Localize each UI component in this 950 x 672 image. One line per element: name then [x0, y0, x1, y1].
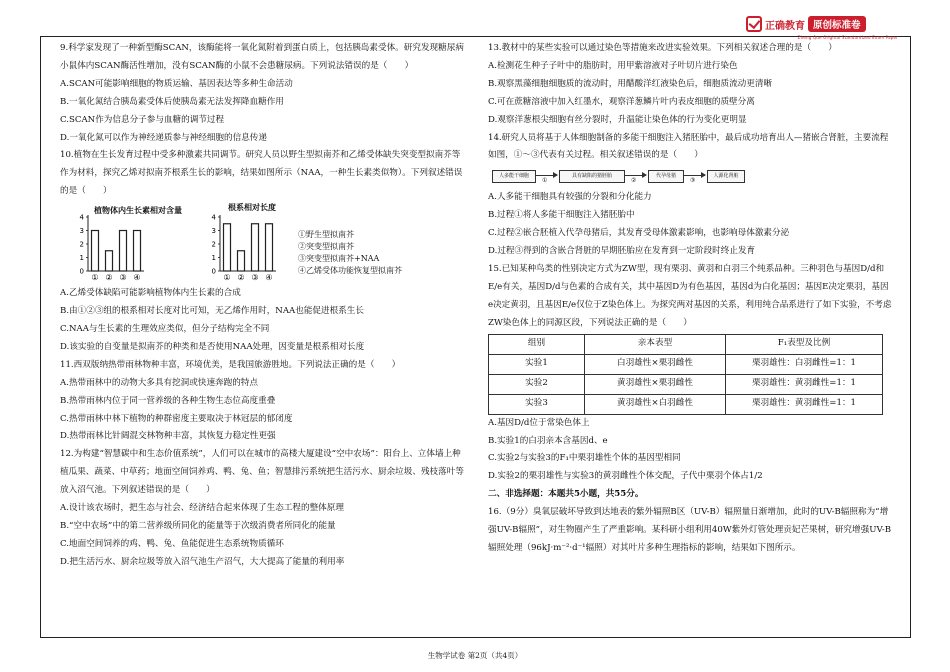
q9-option-b: B.一氧化氮结合胰岛素受体后使胰岛素无法发挥降血糖作用: [60, 96, 284, 107]
flow-step-3: ③: [690, 177, 696, 185]
bar: [92, 231, 99, 272]
table-cell: 实验1: [489, 354, 585, 374]
table-row: [489, 394, 883, 414]
q12-stem: 12.为构建“智慧碳中和生态价值系统”，人们可以在城市的高楼大厦建设“空中农场”：阳台上、立体墙上种植瓜果、蔬菜、中草药；地面空间饲养鸡、鸭、兔、鱼；智慧排污系统把生活污水、厨余垃圾、残枝落叶等放入沼气池。下列叙述错误的是（ ）: [60, 449, 464, 496]
q12-option-d: D.把生活污水、厨余垃圾等放入沼气池生产沼气，大大提高了能量的利用率: [60, 556, 345, 567]
flow-step-2: ②: [631, 177, 637, 185]
table-cell: 黄羽雄性×白羽雌性: [585, 394, 726, 414]
q14-option-c: C.过程②嵌合胚植入代孕母猪后，其发育受母体激素影响，也影响母体激素分泌: [488, 228, 790, 239]
q14-option-d: D.过程③得到的含嵌合肾脏的早期胚胎应在发育到一定阶段时终止发育: [488, 246, 756, 257]
q13-option-d: D.观察洋葱根尖细胞有丝分裂时，升温能让染色体的行为变化更明显: [488, 114, 747, 125]
table-header: 亲本表型: [585, 334, 726, 354]
left-column: [60, 40, 467, 572]
q16-stem: 16.（9分）臭氧层破坏导致到达地表的紫外辐照B区（UV-B）辐照量日渐增加，此时的UV-B辐照称为“增强UV-B辐照”，对生物圈产生了严重影响。某科研小组利用40W紫外灯管处理贡妃芒果树，研究增强UV-B辐照处理（96kJ·m⁻²·d⁻¹辐照）对其叶片多种生理指标的影响，结果如下图所示。: [488, 507, 892, 553]
x-tick-label: ④: [133, 273, 141, 283]
q10-figure: [60, 201, 467, 285]
q11-option-d: D.热带雨林比针阔混交林物种丰富，其恢复力稳定性更强: [60, 431, 276, 442]
flow-box-stem-cells: 人多能干细胞: [492, 170, 536, 183]
table-cell: 白羽雄性×栗羽雌性: [585, 354, 726, 374]
legend-item-4: ④乙烯受体功能恢复型拟南芥: [298, 266, 402, 276]
table-cell: 实验3: [489, 394, 585, 414]
table-row: [489, 354, 883, 374]
q13-option-c: C.可在蔗糖溶液中加入红墨水，观察洋葱鳞片叶内表皮细胞的质壁分离: [488, 96, 755, 107]
table-cell: 栗羽雄性：黄羽雌性=1：1: [726, 374, 883, 394]
bar: [252, 224, 259, 271]
brand-badge: 原创标准卷: [808, 16, 866, 32]
q10-option-d: D.该实验的自变量是拟南芥的种类和是否使用NAA处理，因变量是根系相对长度: [60, 341, 365, 352]
right-border: [910, 36, 911, 638]
q9-option-a: A.SCAN可能影响细胞的物质运输、基因表达等多种生命活动: [60, 78, 293, 89]
x-tick-label: ②: [237, 273, 245, 283]
flow-arrow-3: [683, 175, 705, 185]
x-tick-label: ①: [91, 273, 99, 283]
flow-arrow-2: [624, 175, 646, 185]
flow-box-pig-embryo: 具有缺陷的猪胚胎: [559, 170, 625, 183]
table-cell: 栗羽雄性：白羽雌性=1：1: [726, 354, 883, 374]
q10-option-a: A.乙烯受体缺陷可能影响植物体内生长素的合成: [60, 288, 241, 299]
q11-option-b: B.热带雨林内位于同一营养级的各种生物生态位高度重叠: [60, 395, 276, 406]
y-tick-label: 2: [211, 240, 216, 249]
q15-option-c: C.实验2与实验3的F₁中栗羽雄性个体的基因型相同: [488, 453, 681, 464]
table-cell: 黄羽雄性×栗羽雌性: [585, 374, 726, 394]
flow-step-1: ①: [542, 177, 548, 185]
flow-box-surrogate: 代孕母猪: [648, 170, 684, 183]
table-header: 组别: [489, 334, 585, 354]
left-border: [40, 36, 41, 638]
y-tick-label: 1: [79, 254, 84, 263]
legend-item-1: ①野生型拟南芥: [298, 230, 354, 240]
q15-option-a: A.基因D/d位于常染色体上: [488, 417, 590, 428]
table-cell: 实验2: [489, 374, 585, 394]
checkmark-icon: [746, 16, 762, 32]
right-column: [488, 40, 893, 558]
q10-stem: 10.植物在生长发育过程中受多种激素共同调节。研究人员以野生型拟南芥和乙烯受体缺失突变型拟南芥等作为材料，探究乙烯对拟南芥根系生长的影响，结果如图所示（NAA，一种生长素类似物）。下列叙述错误的是（ ）: [60, 150, 463, 197]
bar: [238, 251, 245, 271]
q15-stem: 15.已知某种鸟类的性别决定方式为ZW型，现有栗羽、黄羽和白羽三个纯系品种。三种羽色与基因D/d和E/e有关，基因D/d与色素的合成有关，其中基因D为有色基因，基因d为白化基因；基因E决定栗羽，基因e决定黄羽，且基因E/e仅位于Z染色体上。为探究两对基因的关系，利用纯合品系进行了如下实验，不考虑ZW染色体上的同源区段，下列说法正确的是（ ）: [488, 263, 892, 328]
page-footer: 生物学试卷 第2页（共4页）: [427, 651, 523, 660]
table-header: F₁表型及比例: [726, 334, 883, 354]
q13-option-b: B.观察黑藻细胞细胞质的流动时，用醋酸洋红液染色后，细胞质流动更清晰: [488, 78, 773, 89]
table-header-row: [489, 334, 883, 354]
header-logo: [746, 14, 898, 40]
flow-arrow-1: [535, 175, 557, 185]
q9-option-d: D.一氧化氮可以作为神经递质参与神经细胞的信息传递: [60, 132, 267, 143]
top-border: [40, 36, 911, 37]
section-heading: 二、非选择题：本题共5小题，共55分。: [488, 489, 644, 500]
brand-subtitle: Zheng Que Original Standardized Exam Paper: [797, 35, 898, 40]
q11-stem: 11.西双版纳热带雨林物种丰富，环境优美，是我国旅游胜地。下列说法正确的是（ ）: [60, 359, 401, 370]
q14-option-a: A.人多能干细胞具有较强的分裂和分化能力: [488, 192, 652, 203]
q14-option-b: B.过程①将人多能干细胞注入猪胚胎中: [488, 210, 635, 221]
chart1-title: 植物体内生长素相对含量: [94, 206, 182, 216]
bar: [120, 231, 127, 272]
q12-option-b: B.“空中农场”中的第二营养级所同化的能量等于次级消费者所同化的能量: [60, 520, 336, 531]
q14-stem: 14.研究人员将基于人体细胞制备的多能干细胞注入猪胚胎中，最后成功培育出人—猪嵌合肾脏，主要流程如图，①～③代表有关过程。相关叙述错误的是（ ）: [488, 132, 889, 161]
y-tick-label: 2: [79, 240, 84, 249]
legend-item-3: ③突变型拟南芥+NAA: [298, 254, 380, 264]
q13-option-a: A.检测花生种子子叶中的脂肪时，用甲紫溶液对子叶切片进行染色: [488, 60, 738, 71]
x-tick-label: ③: [251, 273, 259, 283]
bottom-border: [40, 637, 911, 638]
y-tick-label: 4: [211, 213, 216, 222]
q11-option-a: A.热带雨林中的动物大多具有挖洞或快速奔跑的特点: [60, 377, 259, 388]
q15-option-d: D.实验2的栗羽雄性与实验3的黄羽雌性个体交配，子代中栗羽个体占1/2: [488, 471, 763, 482]
q13-stem: 13.教材中的某些实验可以通过染色等措施来改进实验效果。下列相关叙述合理的是（ ）: [488, 43, 837, 53]
flow-box-kidney: 人源化肾脏: [707, 170, 745, 183]
q10-option-c: C.NAA与生长素的生理效应类似，但分子结构完全不同: [60, 323, 270, 334]
q15-table: [488, 334, 883, 415]
table-cell: 栗羽雄性：黄羽雌性=1：1: [726, 394, 883, 414]
q15-option-b: B.实验1的白羽亲本含基因d、e: [488, 435, 608, 446]
bar: [224, 224, 231, 271]
y-tick-label: 3: [211, 227, 216, 236]
y-tick-label: 0: [79, 267, 84, 276]
chart2-title: 根系相对长度: [228, 203, 276, 213]
y-tick-label: 4: [79, 213, 84, 222]
legend-item-2: ②突变型拟南芥: [298, 242, 354, 252]
x-tick-label: ③: [119, 273, 127, 283]
q10-option-b: B.由①②③组的根系相对长度对比可知，无乙烯作用时，NAA也能促进根系生长: [60, 306, 364, 317]
y-tick-label: 0: [211, 267, 216, 276]
table-row: [489, 374, 883, 394]
x-tick-label: ④: [265, 273, 273, 283]
q9-option-c: C.SCAN作为信息分子参与血糖的调节过程: [60, 114, 225, 125]
bar: [134, 231, 141, 272]
q12-option-c: C.地面空间饲养的鸡、鸭、兔、鱼能促进生态系统物质循环: [60, 538, 284, 549]
y-tick-label: 3: [79, 227, 84, 236]
y-tick-label: 1: [211, 254, 216, 263]
q10-bar-charts: [80, 201, 330, 285]
q11-option-c: C.热带雨林中林下植物的种群密度主要取决于林冠层的郁闭度: [60, 413, 293, 424]
q14-flow-diagram: [488, 166, 893, 188]
x-tick-label: ②: [105, 273, 113, 283]
brand-name: 正确教育: [765, 20, 805, 32]
q9-stem: 9.科学家发现了一种新型酶SCAN，该酶能将一氧化氮附着到蛋白质上，包括胰岛素受体。研究发现糖尿病小鼠体内SCAN酶活性增加，没有SCAN酶的小鼠不会患糖尿病。下列说法错误的是（ ）: [60, 43, 464, 71]
bar: [106, 251, 113, 271]
q12-option-a: A.设计该农场时，把生态与社会、经济结合起来体现了生态工程的整体原理: [60, 503, 344, 514]
bar: [266, 224, 273, 271]
x-tick-label: ①: [223, 273, 231, 283]
chart2-legend: [298, 229, 402, 277]
